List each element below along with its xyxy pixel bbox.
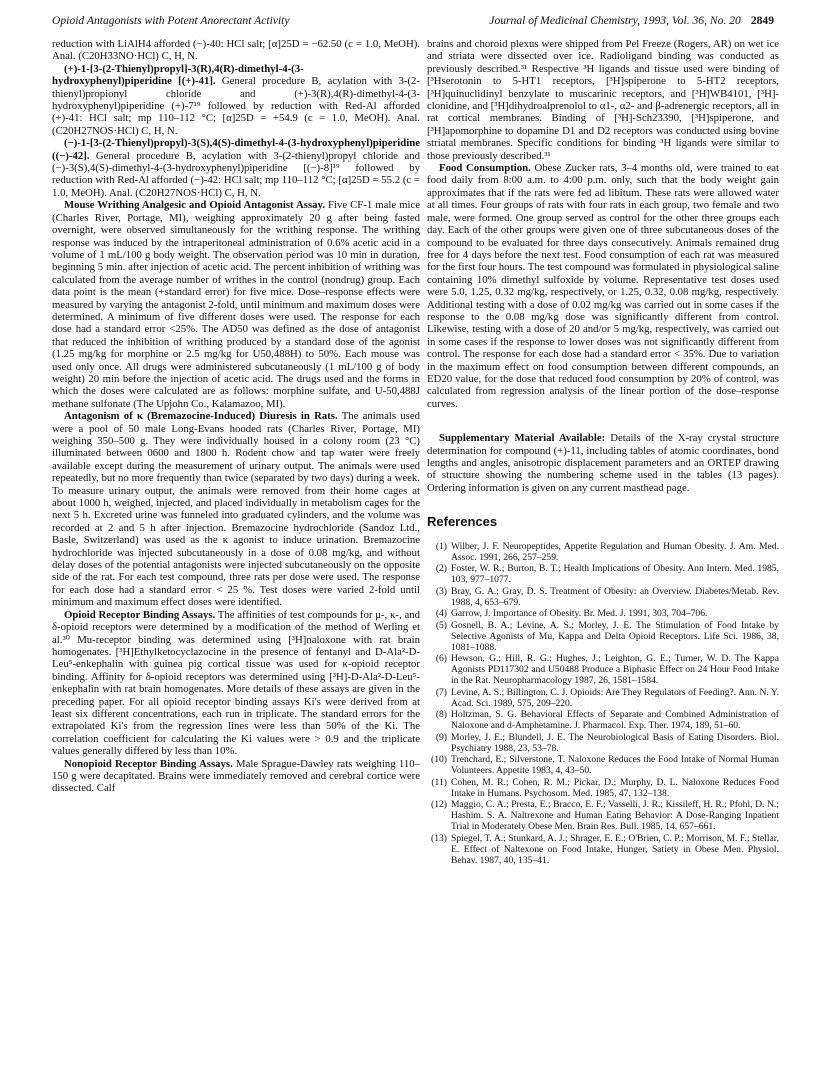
reference-item: [427, 620, 779, 653]
reference-item: [427, 541, 779, 563]
paragraph-heading: (−)-1-[3-(2-Thienyl)propyl)-3(S),4(S)-dimethyl-4-(3-hydroxyphenyl)piperidine ((−)-42].: [52, 137, 420, 162]
reference-text: Levine, A. S.; Billington, C. J. Opioids: Are They Regulators of Feeding?. Ann. N. Y. Acad. Sci. 1989, 575, 209–220.: [451, 686, 779, 709]
reference-text: Cohen, M. R.; Cohen, R. M.; Pickar, D.; Murphy, D. L. Naloxone Reduces Food Intake in Humans. Psychosom. Med. 1985, 47, 132–138.: [451, 776, 779, 799]
reference-number: (13): [431, 832, 447, 844]
reference-item: [427, 608, 779, 619]
paragraph-text: brains and choroid plexus were shipped from Pel Freeze (Rogers, AR) on wet ice and striata were dissected over ice. Radioligand binding was conducted as previously described.³¹ Respective ³H ligands and tissue used were binding of [³Hserotonin to 5-HT1 receptors, [³H]spiperone to 5-HT2 receptors, [³H]quinuclidinyl benzylate to muscarinic receptors, and [³H]WB4101, [³H]-clonidine, and [³H]dihydroalprenolol to α1-, α2- and β-adrenergic receptors, all in rat cortical membranes. Binding of [³H]-Sch23390, [³H]spiperone, and [³H]apomorphine to dopamine D1 and D2 receptors was conducted using bovine striatal membranes. Specific conditions for binding ³H ligands were similar to those previously described.³¹: [427, 38, 779, 162]
reference-number: (10): [431, 754, 447, 766]
reference-text: Gosnell, B. A.; Levine, A. S.; Morley, J. E. The Stimulation of Food Intake by Selective Agonists of Mu, Kappa and Delta Opioid Receptors. Life Sci. 1986, 38, 1081–1088.: [451, 619, 779, 653]
paragraph: [52, 137, 420, 199]
reference-text: Maggio, C. A.; Presta, E.; Bracco, E. F.; Vasselli, J. R.; Kissileff, H. R.; Pfohl, D. N.; Hashim. S. A. Naltrexone and Human Eating Behavior: A Dose-Ranging Inpatient Trial in Moderately Obese Men. Brain Res. Bull. 1985, 14, 657–661.: [451, 799, 779, 833]
reference-item: [427, 754, 779, 776]
supplementary-material: [427, 432, 779, 494]
reference-number: (12): [431, 799, 447, 811]
paragraph-text: General procedure B, acylation with 3-(2-thienyl)propionyl chloride and (+)-3(R),4(R)-dimethyl-4-(3-hydroxyphenyl)piperidine (+)-7¹⁹ followed by reduction with Red-Al afforded (+)-41: HCl salt; mp 110–112 °C; [α]25D = +54.9 (c = 1.0, MeOH). Anal. (C20H27NOS·HCl) C, H, N.: [52, 75, 420, 137]
paragraph: [427, 38, 779, 162]
reference-item: [427, 732, 779, 754]
paragraph-heading: (+)-1-[3-(2-Thienyl)propyl]-3(R),4(R)-dimethyl-4-(3-hydroxyphenyl)piperidine [(+)-41].: [52, 62, 304, 88]
reference-number: (2): [435, 563, 447, 575]
reference-text: Holtzman, S. G. Behavioral Effects of Separate and Combined Administration of Naloxone and d-Amphetamine. J. Pharmacol. Exp. Ther. 1974, 189, 51–60.: [451, 709, 779, 732]
supplementary-text: Details of the X-ray crystal structure determination for compound (+)-11, including tables of atomic coordinates, bond lengths and angles, anisotropic displacement parameters and an ORTEP drawing of structure showing the numbering scheme used in the tables (13 pages). Ordering information is given on any current masthead page.: [427, 432, 779, 494]
reference-text: Bray, G. A.; Gray, D. S. Treatment of Obesity: an Overview. Diabetes/Metab. Rev. 1988, 4, 653–679.: [451, 585, 779, 608]
paragraph-text: Obese Zucker rats, 3–4 months old, were trained to eat food daily from 8:00 a.m. to 4:00 p.m. only, such that the body weight gain approximates that if the rats were fed ad libitum. These rats were allowed water at all times. Four groups of rats with four rats in each group, two female and two male, were formed. One group served as control for the other three groups each day. Each of the other groups were given one of three subcutaneous doses of the compound to be evaluated for three days consecutively. Animals remained drug free for 4 days before the next test. Food consumption of each rat was measured for the first four hours. The test compound was formulated in physiological saline containing 10% dimethyl sulfoxide by volume. Representative test doses used were 5.0, 1.25, 0.32 mg/kg, respectively, or 1.25, 0.32, 0.08 mg/kg, respectively. Additional testing with a dose of 0.02 mg/kg was carried out in some cases if the response to the 0.08 mg/kg dose was significantly different from control. Likewise, testing with a dose of 20 and/or 5 mg/kg, respectively, was carried out in some cases if the response to lower doses was not significantly different from control. The response for each dose had a standard error < 35%. Due to variation in the maximum effect on food consumption between different compounds, an ED20 value, for the dose that reduced food consumption by 20% of control, was calculated from regression analysis of the linear portion of the dose–response curves.: [427, 162, 780, 410]
reference-text: Hewson, G.; Hill, R. G.; Hughes, J.; Leighton, G. E.; Turner, W. D. The Kappa Agonists PD117302 and U50488 Produce a Biphasic Effect on 24 Hour Food Intake in the Rat. Neuropharmacology 1987, 26, 1581–1584.: [451, 653, 779, 687]
paragraph-heading: Mouse Writhing Analgesic and Opioid Antagonist Assay.: [64, 199, 326, 212]
reference-item: [427, 709, 779, 731]
paragraph: [52, 63, 420, 137]
running-title: Opioid Antagonists with Potent Anorectant Activity: [52, 14, 290, 27]
reference-text: Morley, J. E.; Blundell, J. E. The Neurobiological Basis of Eating Disorders. Biol. Psychiatry 1988, 23, 53–78.: [451, 731, 779, 754]
paragraph-heading: Antagonism of κ (Bremazocine-Induced) Diuresis in Rats.: [64, 410, 338, 423]
reference-item: [427, 586, 779, 608]
paragraph-text: General procedure B, acylation with 3-(2-thienyl)propyl chloride and (−)-3(S),4(S)-dimethyl-4-(3-hydroxyphenyl)piperidine [(−)-8]¹⁹ followed by reduction with Red-Al afforded (−)-42: HCl salt; mp 110–112 °C; [α]25D = 55.2 (c = 1.0, MeOH). Anal. (C20H27NOS·HCl) C, H, N.: [52, 149, 420, 199]
references-heading: References: [427, 514, 498, 530]
reference-item: [427, 777, 779, 799]
right-column: [427, 38, 779, 866]
paragraph: [52, 758, 420, 795]
reference-text: Trenchard, E.; Silverstone, T. Naloxone Reduces the Food Intake of Normal Human Volunteers. Appetite 1983, 4, 43–50.: [451, 754, 779, 777]
paragraph-text: The animals used were a pool of 50 male Long-Evans hooded rats (Charles River, Portage, MI) weighing 350–500 g. They were individually housed in a colony room (23 °C) illuminated between 0600 and 1800 h. Rodent chow and tap water were freely available except during the measurement of urinary output. The animals were used repeatedly, but no more frequently than twice (separated by two days) during a week. To measure urinary output, the animals were removed from their home cages at about 1000 h, weighed, injected, and placed individually in metabolism cages for the next 5 h. Excreted urine was funneled into graduated cylinders, and the volume was recorded at 2 and 5 h after injection. Bremazocine hydrochloride (Sandoz Ltd., Basle, Switzerland) was used as the κ agonist to induce urination. Bremazocine hydrochloride was injected subcutaneously in a dose of 0.08 mg/kg, and without delay doses of the potential antagonists were injected subcutaneously on the opposite side of the rat. For each test compound, three rats per dose were used. The response for each dose had a standard error < 25 %. Test doses were varied 2-fold until minimum and maximum effect doses were identified.: [52, 410, 420, 609]
reference-item: [427, 833, 779, 866]
reference-item: [427, 653, 779, 686]
paragraph-text: Male Sprague-Dawley rats weighing 110–150 g were decapitated. Brains were immediately removed and cerebral cortice were dissected. Calf: [52, 757, 420, 795]
reference-number: (7): [435, 686, 447, 698]
page-header: [52, 14, 774, 32]
reference-text: Spiegel, T. A.; Stunkard, A. J.; Shrager, E. E.; O'Brien, C. P.; Morrison, M. F.; Stellar, E. Effect of Naltexone on Food Intake, Hunger, Satiety in Obese Men. Physiol. Behav. 1987, 40, 135–41.: [451, 832, 779, 866]
reference-number: (8): [435, 709, 447, 721]
page-number: 2849: [750, 14, 774, 27]
reference-number: (6): [435, 653, 447, 665]
paragraph-text: The affinities of test compounds for μ-, κ-, and δ-opioid receptors were determined by a modification of the method of Werling et al.³⁰ Mu-receptor binding was determined using [³H]naloxone with rat brain homogenates. [³H]Ethylketocyclazocine in the presence of fentanyl and D-Ala²-D-Leu⁵-enkephalin with guinea pig cortical tissue was used for κ-opioid receptor binding. Affinity for δ-opioid receptors was determined using [³H]-D-Ala²-D-Leu⁵-enkephalin with rat brain homogenates. More details of these assays are given in the preceding paper. For all opioid receptor binding assays Ki's were derived from at least six different concentrations, each run in triplicate. The standard errors for the extrapolated Ki's from the regression lines were less than 50% of the Ki. The correlation coefficient for calculating the Ki values were > 0.9 and the triplicate values generally differed by less than 10%.: [52, 608, 420, 758]
paragraph: [52, 199, 420, 410]
reference-number: (5): [435, 619, 447, 631]
reference-number: (4): [435, 608, 447, 620]
paragraph: [52, 38, 420, 63]
paragraph-heading: Opioid Receptor Binding Assays.: [64, 608, 216, 621]
paragraph-text: Five CF-1 male mice (Charles River, Portage, MI), weighing approximately 20 g after being fasted overnight, were observed simultaneously for the writhing response. The writhing response was induced by the intraperitoneal administration of 0.6% acetic acid in a volume of 1 mL/100 g body weight. The observation period was 10 min in duration, beginning 5 min. after injection of acetic acid. The percent inhibition of writhing was calculated from the average number of writhes in the control (nondrug) group. Each data point is the mean (+standard error) for five mice. Dose–response effects were measured by varying the antagonist 2-fold, until minimum and maximum doses were determined. A minimum of five different doses were used. The response for each dose had a standard error <25%. The AD50 was defined as the dose of antagonist that reduced the inhibition of writhing produced by a standard dose of the agonist (1.25 mg/kg for morphine or 2.5 mg/kg for U50,488H) to 50%. Each mouse was used only once. All drugs were administered subcutaneously (1 mL/100 g of body weight) 20 min before the injection of acetic acid. The drugs used and the forms in which the doses were calculated are as follows: morphine sulfate, and U-50,488J methane sulfonate (The Upjohn Co., Kalamazoo, MI).: [52, 199, 420, 410]
reference-item: [427, 687, 779, 709]
supplementary-heading: Supplementary Material Available:: [439, 432, 606, 445]
reference-item: [427, 563, 779, 585]
reference-number: (1): [435, 540, 447, 552]
reference-item: [427, 799, 779, 832]
paragraph: [427, 162, 779, 410]
reference-number: (9): [435, 731, 447, 743]
left-column: [52, 38, 420, 795]
reference-text: Garrow, J. Importance of Obesity. Br. Med. J. 1991, 303, 704–706.: [451, 608, 708, 620]
reference-number: (3): [435, 585, 447, 597]
reference-text: Foster, W. R.; Burton, B. T.; Health Implications of Obesity. Ann Intern. Med. 1985, 103, 977–1077.: [451, 563, 779, 586]
paragraph-text: reduction with LiAlH4 afforded (−)-40: HCl salt; [α]25D = −62.50 (c = 1.0, MeOH). Anal. (C20H33NO·HCl) C, H, N.: [52, 38, 420, 63]
journal-name: Journal of Medicinal Chemistry, 1993, Vol. 36, No. 20: [489, 14, 741, 27]
right-column-body: [427, 38, 779, 410]
paragraph: [52, 609, 420, 758]
reference-number: (11): [431, 776, 447, 788]
journal-citation: [489, 14, 774, 27]
references-list: [427, 541, 779, 866]
paragraph-heading: Nonopioid Receptor Binding Assays.: [64, 757, 233, 770]
paragraph-heading: Food Consumption.: [439, 162, 531, 175]
paragraph: [52, 410, 420, 609]
reference-text: Wilber, J. F. Neuropeptides, Appetite Regulation and Human Obesity. J. Am. Med. Assoc. 1991, 266, 257–259.: [451, 540, 779, 563]
